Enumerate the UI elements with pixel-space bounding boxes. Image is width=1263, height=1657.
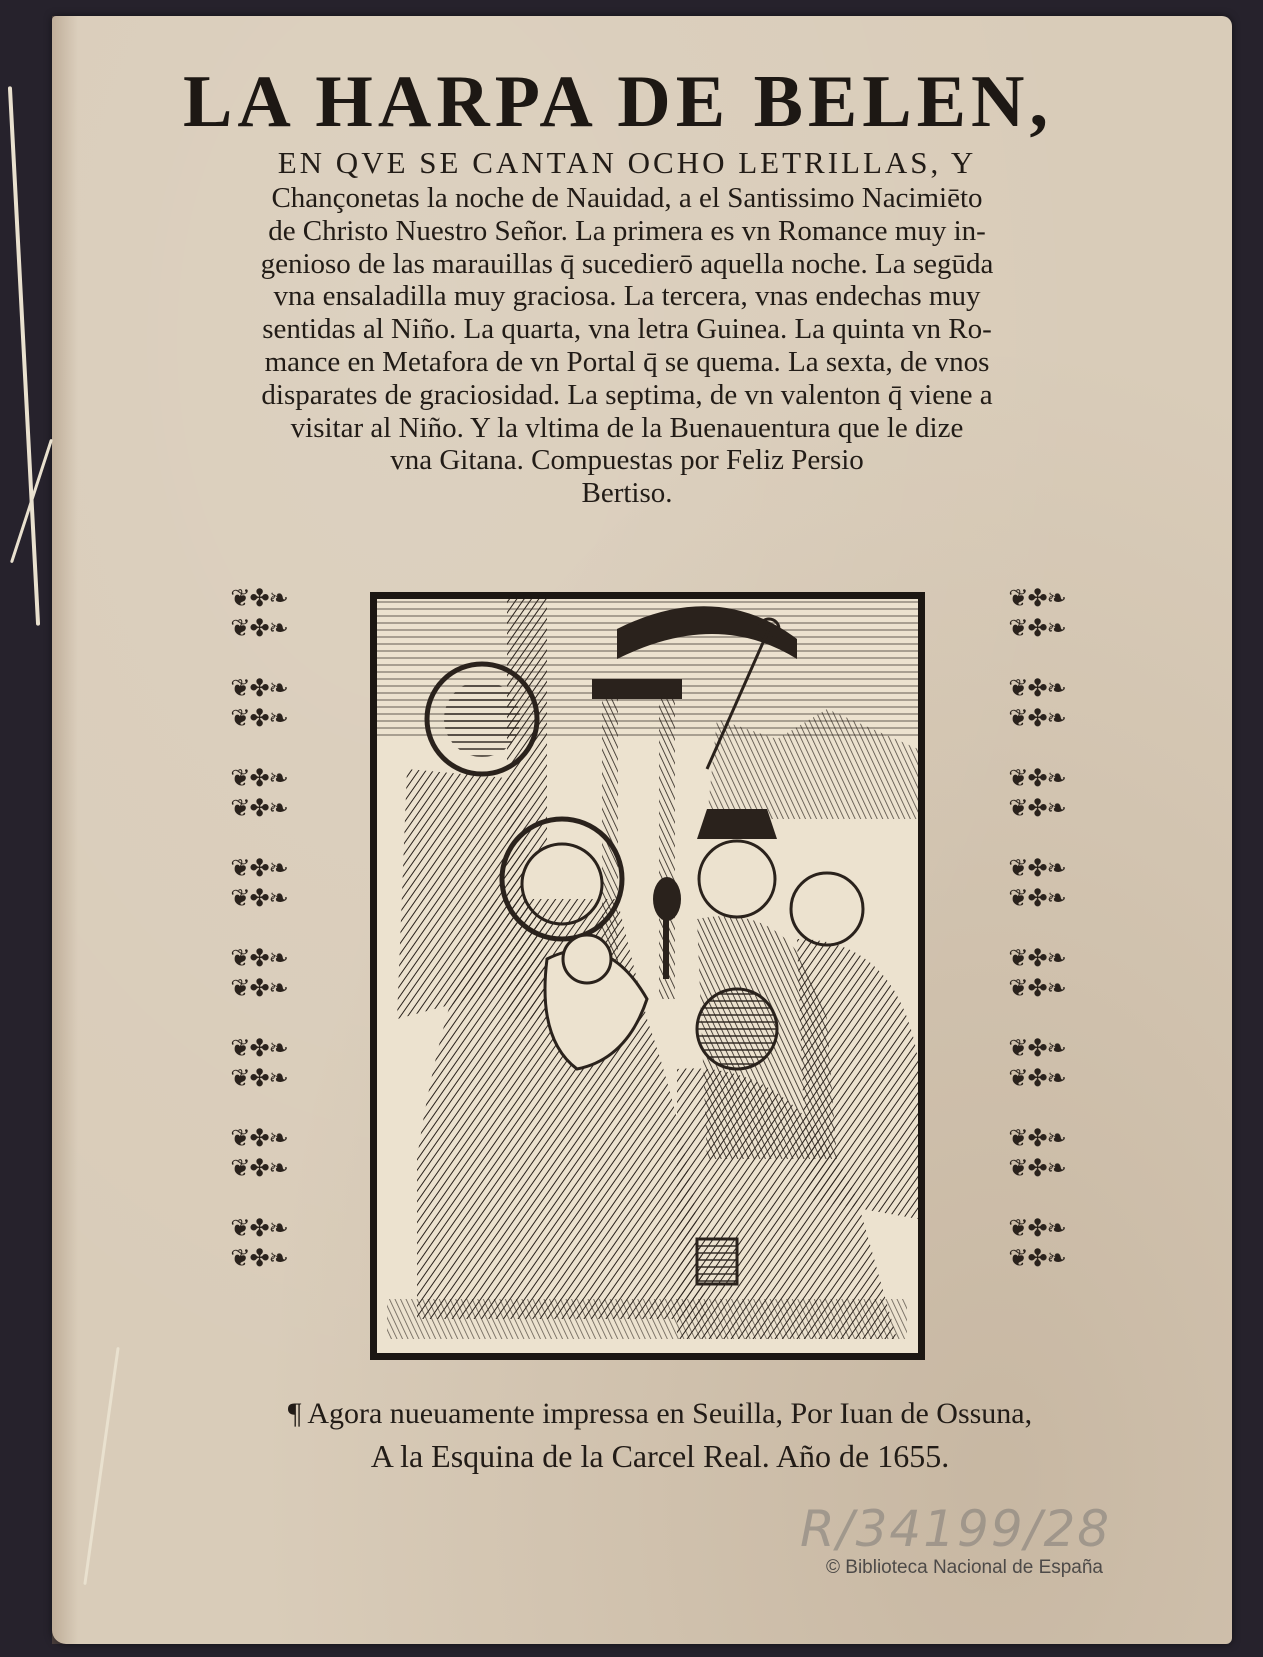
fleuron-ornament: ❦✤❧ xyxy=(230,974,288,1002)
fleuron-ornament: ❦✤❧ xyxy=(1008,854,1066,882)
text-line: Chançonetas la noche de Nauidad, a el Santissimo Nacimiēto xyxy=(271,182,983,214)
binding-thread xyxy=(83,1347,119,1585)
fleuron-ornament: ❦✤❧ xyxy=(1008,794,1066,822)
imprint-line-2: A la Esquina de la Carcel Real. Año de 1655. xyxy=(370,1438,950,1474)
nativity-woodcut xyxy=(370,592,925,1360)
fleuron-ornament: ❦✤❧ xyxy=(1008,1034,1066,1062)
sewing-edge xyxy=(52,16,78,1644)
fleuron-ornament: ❦✤❧ xyxy=(1008,764,1066,792)
shelfmark-stamp: R/34199/28 xyxy=(800,1500,1112,1558)
text-line: visitar al Niño. Y la vltima de la Buenauentura que le dize xyxy=(290,411,964,444)
imprint xyxy=(180,1394,1140,1478)
fleuron-ornament: ❦✤❧ xyxy=(230,1034,288,1062)
fleuron-ornament: ❦✤❧ xyxy=(1008,944,1066,972)
binding-thread xyxy=(8,86,40,625)
fleuron-ornament: ❦✤❧ xyxy=(230,704,288,732)
fleuron-ornament: ❦✤❧ xyxy=(230,1064,288,1092)
fleuron-ornament: ❦✤❧ xyxy=(230,1124,288,1152)
fleuron-ornament: ❦✤❧ xyxy=(1008,674,1066,702)
text-line: vna ensaladilla muy graciosa. La tercera, vnas endechas muy xyxy=(273,280,981,313)
fleuron-ornament: ❦✤❧ xyxy=(1008,884,1066,912)
copyright-notice: © Biblioteca Nacional de España xyxy=(826,1557,1104,1578)
fleuron-ornament: ❦✤❧ xyxy=(230,584,288,612)
ornament-column-left xyxy=(216,586,302,1386)
fleuron-ornament: ❦✤❧ xyxy=(1008,974,1066,1002)
text-line: sentidas al Niño. La quarta, vna letra Guinea. La quinta vn Ro- xyxy=(262,313,992,346)
fleuron-ornament: ❦✤❧ xyxy=(1008,1214,1066,1242)
fleuron-ornament: ❦✤❧ xyxy=(230,884,288,912)
fleuron-ornament: ❦✤❧ xyxy=(230,674,288,702)
text-line: Bertiso. xyxy=(581,477,673,510)
text-line: genioso de las marauillas q̄ sucedierō aquella noche. La segūda xyxy=(260,247,994,280)
text-line: vna Gitana. Compuestas por Feliz Persio xyxy=(390,444,864,477)
fleuron-ornament: ❦✤❧ xyxy=(1008,614,1066,642)
fleuron-ornament: ❦✤❧ xyxy=(1008,584,1066,612)
fleuron-ornament: ❦✤❧ xyxy=(1008,1064,1066,1092)
ornament-column-right xyxy=(994,586,1080,1386)
fleuron-ornament: ❦✤❧ xyxy=(230,1154,288,1182)
fleuron-ornament: ❦✤❧ xyxy=(230,794,288,822)
text-line: EN QVE SE CANTAN OCHO LETRILLAS, Y xyxy=(277,145,977,180)
fleuron-ornament: ❦✤❧ xyxy=(230,1244,288,1272)
fleuron-ornament: ❦✤❧ xyxy=(230,1214,288,1242)
fleuron-ornament: ❦✤❧ xyxy=(1008,1244,1066,1272)
fleuron-ornament: ❦✤❧ xyxy=(1008,704,1066,732)
fleuron-ornament: ❦✤❧ xyxy=(230,614,288,642)
page-title: LA HARPA DE BELEN, xyxy=(183,61,1053,143)
fleuron-ornament: ❦✤❧ xyxy=(230,764,288,792)
imprint-line-1: ¶ Agora nueuamente impressa en Seuilla, Por Iuan de Ossuna, xyxy=(287,1397,1033,1430)
title-description xyxy=(132,144,1122,510)
fleuron-ornament: ❦✤❧ xyxy=(1008,1154,1066,1182)
fleuron-ornament: ❦✤❧ xyxy=(1008,1124,1066,1152)
text-line: de Christo Nuestro Señor. La primera es vn Romance muy in- xyxy=(268,214,986,247)
fleuron-ornament: ❦✤❧ xyxy=(230,854,288,882)
fleuron-ornament: ❦✤❧ xyxy=(230,944,288,972)
text-line: disparates de graciosidad. La septima, de vn valenton q̄ viene a xyxy=(261,378,993,411)
text-line: mance en Metafora de vn Portal q̄ se quema. La sexta, de vnos xyxy=(264,345,990,378)
